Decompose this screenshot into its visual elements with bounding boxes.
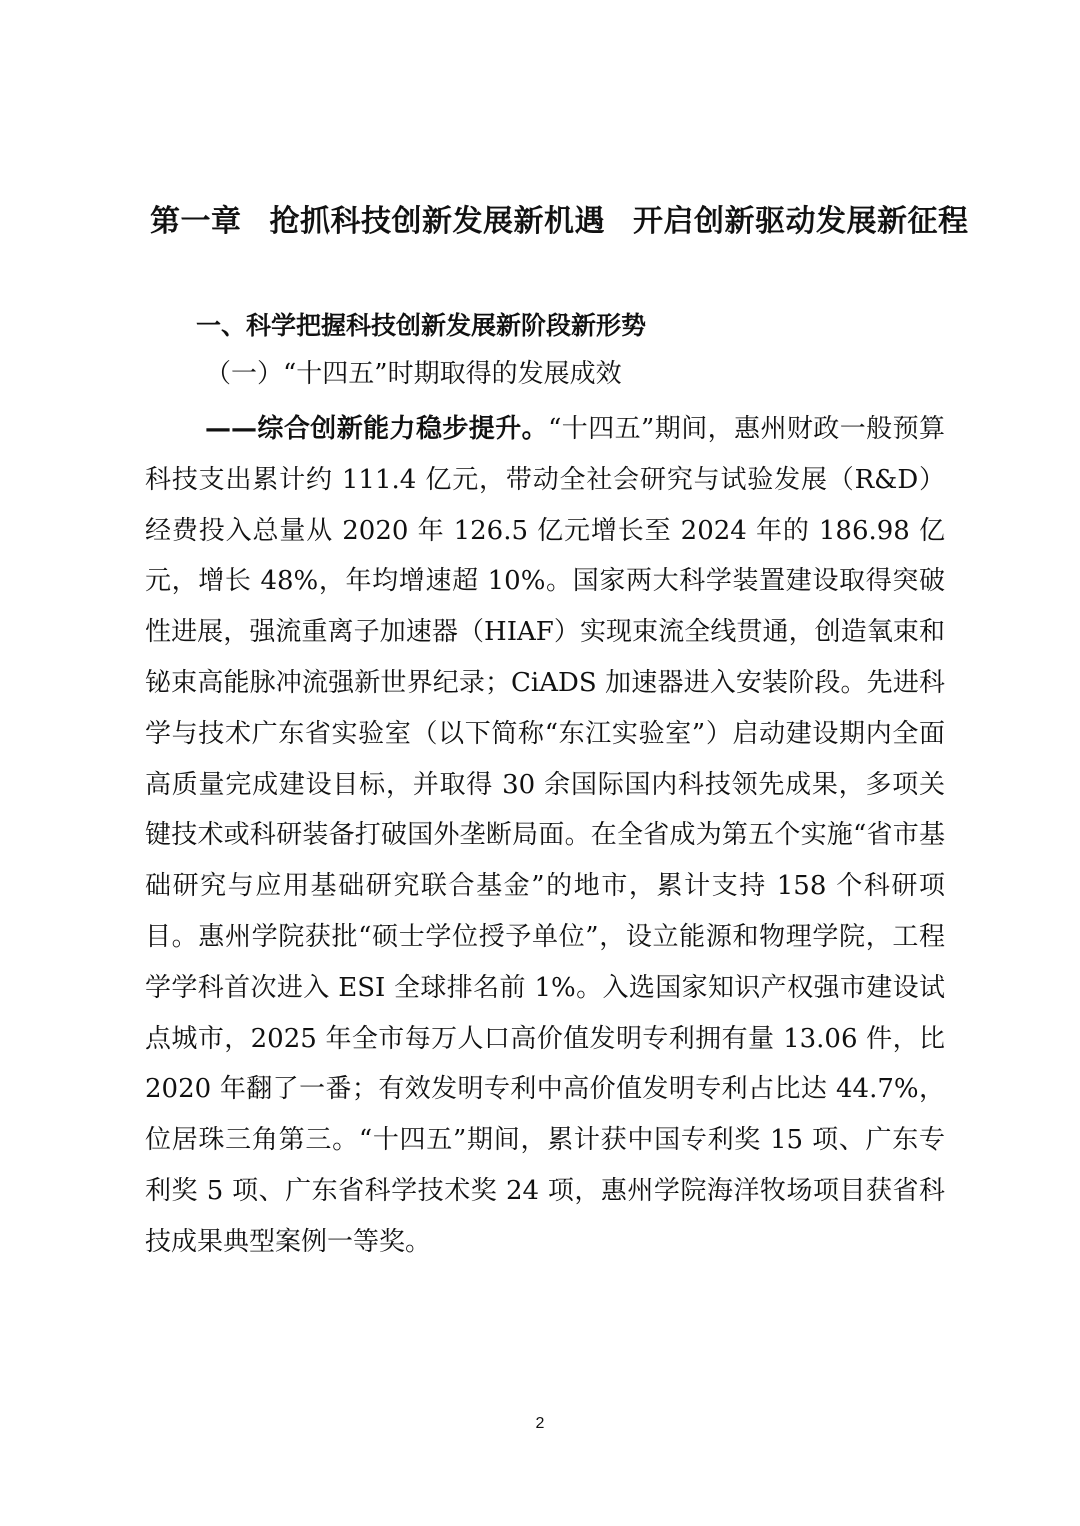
page-number: 2 — [535, 1415, 545, 1432]
section-heading: 一、科学把握科技创新发展新阶段新形势 — [196, 311, 647, 340]
body-paragraph — [145, 404, 945, 1268]
chapter-title — [150, 200, 969, 244]
chapter-number: 第一章 — [150, 204, 242, 239]
chapter-title-part-one: 抢抓科技创新发展新机遇 — [269, 204, 605, 239]
chapter-title-part-two: 开启创新驱动发展新征程 — [633, 204, 969, 239]
paragraph-body: “十四五”期间，惠州财政一般预算科技支出累计约 111.4 亿元，带动全社会研究与试验发展（R&D）经费投入总量从 2020 年 126.5 亿元增长至 2024 年的 186.98 亿元，增长 48%，年均增速超 10%。国家两大科学装置建设取得突破性进展，强流重离子加速器（HIAF）实现束流全线贯通，创造氧束和铋束高能脉冲流强新世界纪录；CiADS 加速器进入安装阶段。先进科学与技术广东省实验室（以下简称“东江实验室”）启动建设期内全面高质量完成建设目标，并取得 30 余国际国内科技领先成果，多项关键技术或科研装备打破国外垄断局面。在全省成为第五个实施“省市基础研究与应用基础研究联合基金”的地市，累计支持 158 个科研项目。惠州学院获批“硕士学位授予单位”，设立能源和物理学院，工程学学科首次进入 ESI 全球排名前 1%。入选国家知识产权强市建设试点城市，2025 年全市每万人口高价值发明专利拥有量 13.06 件，比 2020 年翻了一番；有效发明专利中高价值发明专利占比达 44.7%，位居珠三角第三。“十四五”期间，累计获中国专利奖 15 项、广东专利奖 5 项、广东省科学技术奖 24 项，惠州学院海洋牧场项目获省科技成果典型案例一等奖。 — [145, 414, 945, 1257]
paragraph-lead: ——综合创新能力稳步提升。 — [205, 414, 549, 444]
subsection-heading: （一）“十四五”时期取得的发展成效 — [205, 359, 622, 389]
